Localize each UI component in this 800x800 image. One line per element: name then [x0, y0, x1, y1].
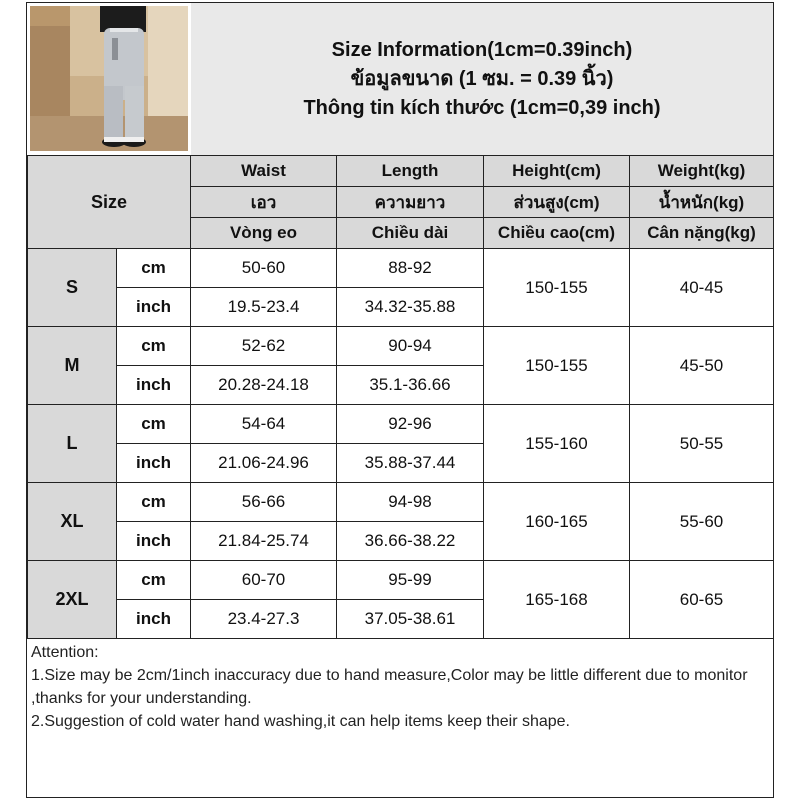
unit-label-cm: cm — [117, 483, 191, 522]
title-english: Size Information(1cm=0.39inch) — [331, 38, 633, 61]
attention-note-2: 2.Suggestion of cold water hand washing,it can help items keep their shape. — [31, 713, 570, 730]
attention-notes — [27, 639, 773, 735]
weight-range: 40-45 — [630, 249, 774, 327]
waist-cm: 60-70 — [191, 561, 337, 600]
weight-range: 45-50 — [630, 327, 774, 405]
height-range: 155-160 — [484, 405, 630, 483]
height-header-en: Height(cm) — [484, 156, 630, 187]
height-header-vi: Chiều cao(cm) — [484, 218, 630, 249]
length-inch: 34.32-35.88 — [337, 288, 484, 327]
unit-label-cm: cm — [117, 249, 191, 288]
size-row-cm — [28, 561, 774, 600]
waist-cm: 54-64 — [191, 405, 337, 444]
size-row-cm — [28, 405, 774, 444]
unit-label-cm: cm — [117, 561, 191, 600]
weight-header-vi: Cân nặng(kg) — [630, 218, 774, 249]
size-name: M — [28, 327, 117, 405]
length-header-th: ความยาว — [337, 187, 484, 218]
unit-label-inch: inch — [117, 444, 191, 483]
height-range: 165-168 — [484, 561, 630, 639]
waist-cm: 56-66 — [191, 483, 337, 522]
size-chart-sheet — [26, 2, 774, 798]
length-inch: 37.05-38.61 — [337, 600, 484, 639]
length-cm: 94-98 — [337, 483, 484, 522]
size-row-cm — [28, 483, 774, 522]
unit-label-inch: inch — [117, 366, 191, 405]
title-vietnamese: Thông tin kích thước (1cm=0,39 inch) — [303, 96, 661, 119]
attention-note-1: 1.Size may be 2cm/1inch inaccuracy due to hand measure,Color may be little different due to monitor ,thanks for your understanding. — [31, 667, 748, 707]
product-photo-illustration — [30, 6, 188, 151]
height-range: 160-165 — [484, 483, 630, 561]
weight-header-th: น้ำหนัก(kg) — [630, 187, 774, 218]
length-cm: 95-99 — [337, 561, 484, 600]
waist-header-en: Waist — [191, 156, 337, 187]
size-row-cm — [28, 249, 774, 288]
size-table — [27, 155, 774, 639]
length-inch: 36.66-38.22 — [337, 522, 484, 561]
unit-label-inch: inch — [117, 288, 191, 327]
unit-label-cm: cm — [117, 327, 191, 366]
weight-header-en: Weight(kg) — [630, 156, 774, 187]
waist-inch: 20.28-24.18 — [191, 366, 337, 405]
unit-label-cm: cm — [117, 405, 191, 444]
height-range: 150-155 — [484, 327, 630, 405]
size-column-header: Size — [28, 156, 191, 249]
height-header-th: ส่วนสูง(cm) — [484, 187, 630, 218]
product-photo — [30, 6, 188, 151]
header-section — [27, 3, 773, 156]
length-header-vi: Chiều dài — [337, 218, 484, 249]
size-name: S — [28, 249, 117, 327]
unit-label-inch: inch — [117, 522, 191, 561]
header-row-english — [28, 156, 774, 187]
size-name: 2XL — [28, 561, 117, 639]
waist-header-vi: Vòng eo — [191, 218, 337, 249]
title-box — [191, 3, 773, 155]
length-inch: 35.1-36.66 — [337, 366, 484, 405]
waist-inch: 23.4-27.3 — [191, 600, 337, 639]
length-cm: 92-96 — [337, 405, 484, 444]
weight-range: 60-65 — [630, 561, 774, 639]
length-cm: 88-92 — [337, 249, 484, 288]
size-name: XL — [28, 483, 117, 561]
size-name: L — [28, 405, 117, 483]
length-inch: 35.88-37.44 — [337, 444, 484, 483]
waist-inch: 21.84-25.74 — [191, 522, 337, 561]
length-cm: 90-94 — [337, 327, 484, 366]
title-thai: ข้อมูลขนาด (1 ซม. = 0.39 นิ้ว) — [350, 67, 614, 90]
waist-inch: 21.06-24.96 — [191, 444, 337, 483]
size-row-cm — [28, 327, 774, 366]
weight-range: 55-60 — [630, 483, 774, 561]
waist-header-th: เอว — [191, 187, 337, 218]
length-header-en: Length — [337, 156, 484, 187]
waist-cm: 50-60 — [191, 249, 337, 288]
waist-cm: 52-62 — [191, 327, 337, 366]
attention-heading: Attention: — [31, 644, 99, 661]
height-range: 150-155 — [484, 249, 630, 327]
waist-inch: 19.5-23.4 — [191, 288, 337, 327]
weight-range: 50-55 — [630, 405, 774, 483]
unit-label-inch: inch — [117, 600, 191, 639]
